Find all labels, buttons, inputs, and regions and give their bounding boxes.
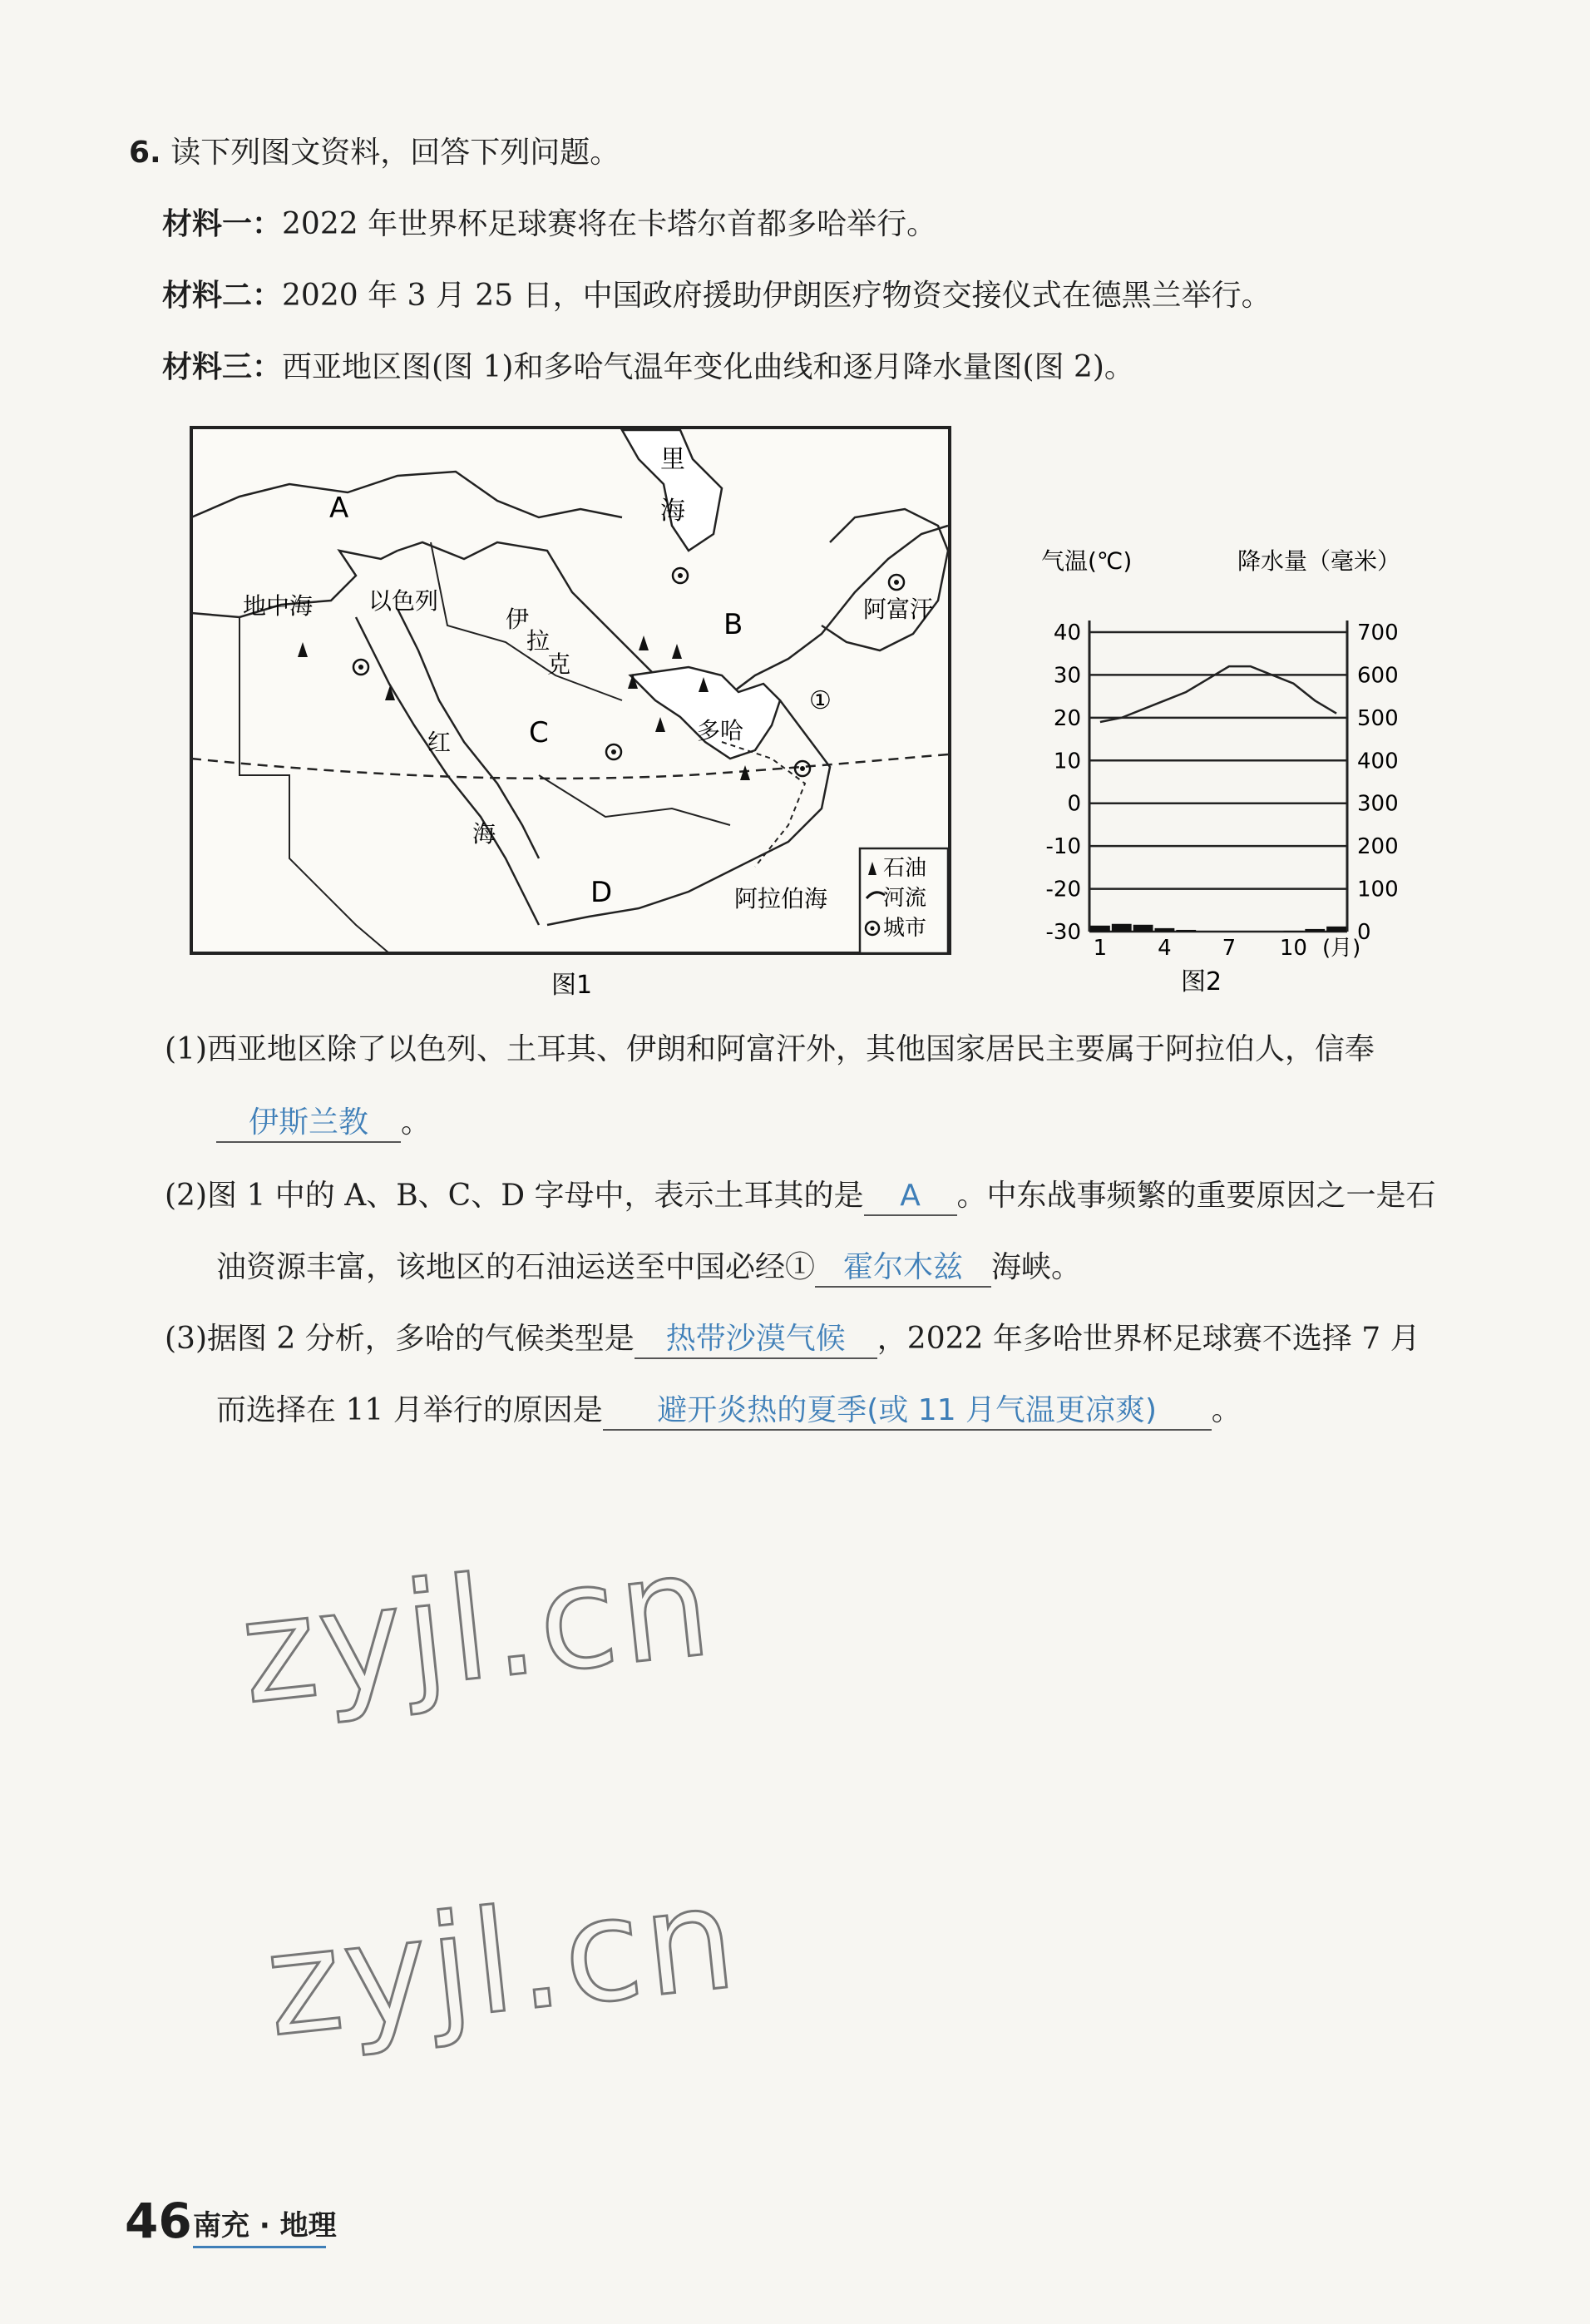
chart-ticks-x bbox=[1094, 936, 1307, 961]
material-2 bbox=[162, 276, 1272, 316]
tick-label-right: 300 bbox=[1357, 791, 1399, 817]
chart-precip-bars bbox=[1090, 924, 1346, 932]
tick-label-x: 4 bbox=[1158, 936, 1172, 961]
tick-label-left: 40 bbox=[1053, 621, 1081, 645]
q3-answer-a[interactable]: 热带沙漠气候 bbox=[635, 1321, 877, 1359]
tick-label-x: 1 bbox=[1093, 936, 1108, 961]
map-caption: 图1 bbox=[551, 971, 593, 1000]
precip-bar bbox=[1090, 926, 1110, 932]
q2-text-a: (2)图 1 中的 A、B、C、D 字母中，表示土耳其的是 bbox=[165, 1179, 864, 1213]
q3-text-b: ，2022 年多哈世界杯足球赛不选择 7 月 bbox=[876, 1322, 1420, 1356]
map-label-b: B bbox=[723, 608, 743, 641]
q3-line-1 bbox=[165, 1319, 1420, 1359]
tick-label-left: -20 bbox=[1045, 877, 1081, 902]
footer-subject: 南充 · 地理 bbox=[193, 2209, 337, 2242]
precip-bar bbox=[1176, 930, 1196, 932]
q3-text-a: (3)据图 2 分析，多哈的气候类型是 bbox=[165, 1322, 635, 1356]
tick-label-right: 100 bbox=[1357, 877, 1399, 902]
watermark: zyjl.cn bbox=[259, 1855, 746, 2069]
map-label-mediterranean: 地中海 bbox=[243, 592, 314, 620]
q1-line-1 bbox=[165, 1030, 1375, 1070]
chart-xlabel: (月) bbox=[1322, 936, 1361, 961]
material-1 bbox=[162, 205, 936, 245]
q2-text-b: 。中东战事频繁的重要原因之一是石 bbox=[956, 1179, 1436, 1213]
map-label-a: A bbox=[329, 492, 349, 525]
map-label-c: C bbox=[529, 716, 549, 749]
question-header bbox=[129, 133, 620, 173]
q2-line-2 bbox=[216, 1248, 1081, 1288]
tick-label-left: 30 bbox=[1053, 663, 1081, 689]
q1-answer[interactable]: 伊斯兰教 bbox=[216, 1105, 401, 1143]
map-label-red-1: 红 bbox=[427, 729, 452, 756]
tick-label-x: 7 bbox=[1222, 936, 1237, 961]
material-text: 西亚地区图(图 1)和多哈气温年变化曲线和逐月降水量图(图 2)。 bbox=[282, 350, 1134, 384]
map-label-iraq-3: 克 bbox=[547, 650, 571, 678]
q1-end: 。 bbox=[401, 1105, 432, 1140]
tick-label-left: -30 bbox=[1045, 920, 1081, 945]
map-label-strait: ① bbox=[809, 686, 832, 715]
tick-label-right: 500 bbox=[1357, 705, 1399, 731]
q3-end: 。 bbox=[1211, 1393, 1242, 1427]
legend-city: 城市 bbox=[883, 916, 927, 941]
map-label-red-2: 海 bbox=[472, 820, 496, 848]
tick-label-left: 20 bbox=[1053, 705, 1081, 731]
map-label-arabian-sea: 阿拉伯海 bbox=[734, 885, 828, 912]
map-label-doha: 多哈 bbox=[697, 717, 744, 744]
precip-bar bbox=[1112, 924, 1132, 932]
map-label-hai: 海 bbox=[660, 497, 685, 526]
tick-label-left: 0 bbox=[1067, 791, 1081, 817]
q2-answer-a[interactable]: A bbox=[864, 1178, 957, 1216]
map-label-iraq-1: 伊 bbox=[506, 606, 530, 633]
question-number: 6. bbox=[129, 136, 161, 170]
q1-text: (1)西亚地区除了以色列、土耳其、伊朗和阿富汗外，其他国家居民主要属于阿拉伯人，信奉 bbox=[165, 1032, 1375, 1066]
chart-ylabel-right: 降水量（毫米） bbox=[1237, 547, 1401, 575]
chart-caption: 图2 bbox=[1181, 967, 1222, 996]
map-label-iraq-2: 拉 bbox=[526, 627, 551, 655]
tick-label-right: 600 bbox=[1357, 663, 1399, 689]
tick-label-left: 10 bbox=[1053, 749, 1081, 774]
tick-label-x: 10 bbox=[1279, 936, 1307, 961]
map-label-li: 里 bbox=[660, 445, 685, 474]
tick-label-right: 200 bbox=[1357, 834, 1399, 860]
tick-label-left: -10 bbox=[1045, 834, 1081, 860]
tick-label-right: 0 bbox=[1357, 920, 1371, 945]
chart-ticks-right bbox=[1357, 621, 1399, 945]
material-label: 材料三： bbox=[162, 350, 283, 384]
footer-underline bbox=[193, 2246, 326, 2248]
q2-line-1 bbox=[165, 1176, 1436, 1216]
map-label-israel: 以色列 bbox=[368, 587, 439, 615]
city-dot bbox=[871, 927, 875, 931]
chart-ticks-left bbox=[1046, 621, 1081, 945]
map-label-d: D bbox=[590, 876, 613, 909]
chart-grid bbox=[1089, 621, 1347, 932]
legend-river: 河流 bbox=[883, 886, 927, 911]
q1-line-2 bbox=[216, 1103, 431, 1143]
watermark: zyjl.cn bbox=[234, 1522, 721, 1737]
precip-bar bbox=[1305, 929, 1325, 932]
map-label-afghanistan: 阿富汗 bbox=[863, 596, 934, 623]
precip-bar bbox=[1284, 931, 1304, 932]
q2-text-c: 油资源丰富，该地区的石油运送至中国必经① bbox=[216, 1250, 816, 1284]
page-number: 46 bbox=[125, 2193, 192, 2249]
material-label: 材料二： bbox=[162, 279, 283, 313]
chart-ylabel-left: 气温(℃) bbox=[1041, 547, 1133, 575]
q3-answer-b[interactable]: 避开炎热的夏季(或 11 月气温更凉爽) bbox=[603, 1392, 1212, 1431]
q2-text-d: 海峡。 bbox=[991, 1250, 1082, 1284]
q3-line-2 bbox=[216, 1391, 1242, 1431]
legend-oil: 石油 bbox=[883, 856, 927, 881]
material-label: 材料一： bbox=[162, 207, 283, 241]
q3-text-c: 而选择在 11 月举行的原因是 bbox=[216, 1393, 603, 1427]
q2-answer-b[interactable]: 霍尔木兹 bbox=[815, 1249, 991, 1288]
tick-label-right: 700 bbox=[1357, 621, 1399, 645]
precip-bar bbox=[1155, 928, 1175, 932]
climate-chart bbox=[1031, 532, 1464, 998]
map-legend bbox=[860, 848, 948, 953]
question-intro: 读下列图文资料，回答下列问题。 bbox=[170, 136, 620, 170]
west-asia-map bbox=[190, 426, 955, 1000]
precip-bar bbox=[1133, 925, 1153, 932]
material-text: 2022 年世界杯足球赛将在卡塔尔首都多哈举行。 bbox=[282, 207, 937, 241]
precip-bar bbox=[1326, 927, 1346, 932]
material-text: 2020 年 3 月 25 日，中国政府援助伊朗医疗物资交接仪式在德黑兰举行。 bbox=[282, 279, 1272, 313]
tick-label-right: 400 bbox=[1357, 749, 1399, 774]
material-3 bbox=[162, 348, 1134, 388]
